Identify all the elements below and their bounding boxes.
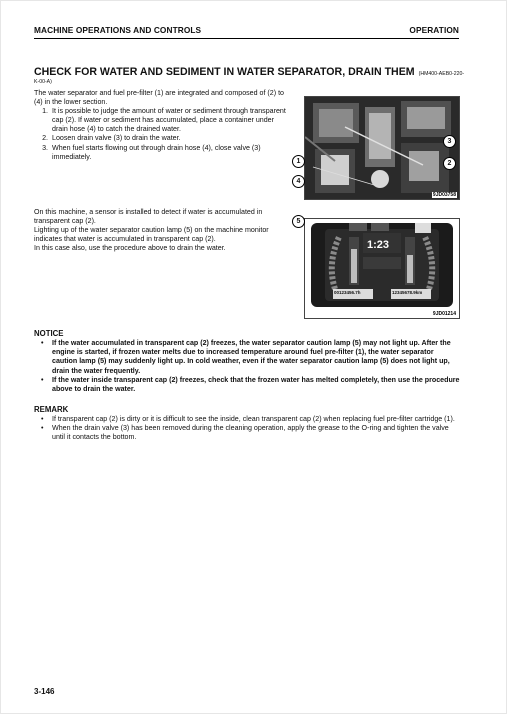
section-code: (HM400-AEB0-220- — [418, 71, 465, 77]
remark-item: • If transparent cap (2) is dirty or it is difficult to see the inside, clean transparent cap (2) when replacing fuel pre-filter cartridge (1). — [34, 415, 460, 424]
notice-heading: NOTICE — [34, 329, 64, 338]
page-number: 3-146 — [34, 687, 55, 696]
notice-list — [34, 339, 460, 394]
remark-item: • When the drain valve (3) has been removed during the cleaning operation, apply the grease to the O-ring and tighten the valve until it contacts the bottom. — [34, 424, 460, 442]
callout-5: 5 — [292, 215, 305, 228]
monitor-odometer: 12345678.9km — [392, 290, 423, 295]
sensor-block — [34, 208, 290, 253]
machine-monitor-illustration — [305, 219, 459, 318]
page-header — [34, 24, 459, 39]
water-separator-illustration — [305, 97, 459, 199]
notice-item: • If the water accumulated in transparent cap (2) freezes, the water separator caution lamp (5) may not light up. After the engine is started, if frozen water melts due to increased temperature around fuel pre-filter (1), the water separator caution lamp (5) may suddenly light up. In cold weather, even if the water separator caution lamp (5) does not light up, drain the water frequently. — [34, 339, 460, 376]
intro-text: The water separator and fuel pre-filter (1) are integrated and composed of (2) to (4) in the lower section. — [34, 89, 284, 107]
figure2-id: 9JD01214 — [432, 311, 456, 317]
callout-1: 1 — [292, 155, 305, 168]
monitor-clock: 1:23 — [367, 239, 390, 251]
section-title — [34, 66, 474, 80]
monitor-hour-meter: 00123456.7h — [334, 290, 361, 295]
water-separator-figure — [296, 96, 460, 200]
sensor-text: On this machine, a sensor is installed to detect if water is accumulated in transparent cap (2). — [34, 208, 263, 226]
callout-2: 2 — [443, 157, 456, 170]
step-item: 2. Loosen drain valve (3) to drain the water. — [50, 134, 290, 143]
remark-list — [34, 415, 460, 443]
callout-3: 3 — [443, 135, 456, 148]
section-code-cont: K-00-A) — [34, 79, 52, 85]
intro-block — [34, 89, 290, 162]
procedure-text: In this case also, use the procedure above to drain the water. — [34, 244, 226, 253]
header-chapter: OPERATION — [409, 25, 459, 35]
callout-4: 4 — [292, 175, 305, 188]
remark-heading: REMARK — [34, 405, 69, 414]
section-title-text: CHECK FOR WATER AND SEDIMENT IN WATER SEPARATOR, DRAIN THEM — [34, 66, 415, 78]
steps-list — [34, 107, 290, 162]
notice-item: • If the water inside transparent cap (2) freezes, check that the frozen water has melted completely, then use the procedure above to drain the water. — [34, 376, 460, 394]
figure1-id: 9JD03758 — [432, 192, 456, 198]
step-item: 1. It is possible to judge the amount of water or sediment through transparent cap (2). If water or sediment has accumulated, place a container under drain hose (4) to catch the drained water. — [50, 107, 290, 134]
machine-monitor-figure — [296, 218, 460, 319]
step-item: 3. When fuel starts flowing out through drain hose (4), close valve (3) immediately. — [50, 144, 290, 162]
lamp-text: Lighting up of the water separator caution lamp (5) on the machine monitor indicates that water is accumulated in transparent cap (2). — [34, 226, 269, 244]
header-section: MACHINE OPERATIONS AND CONTROLS — [34, 25, 202, 35]
